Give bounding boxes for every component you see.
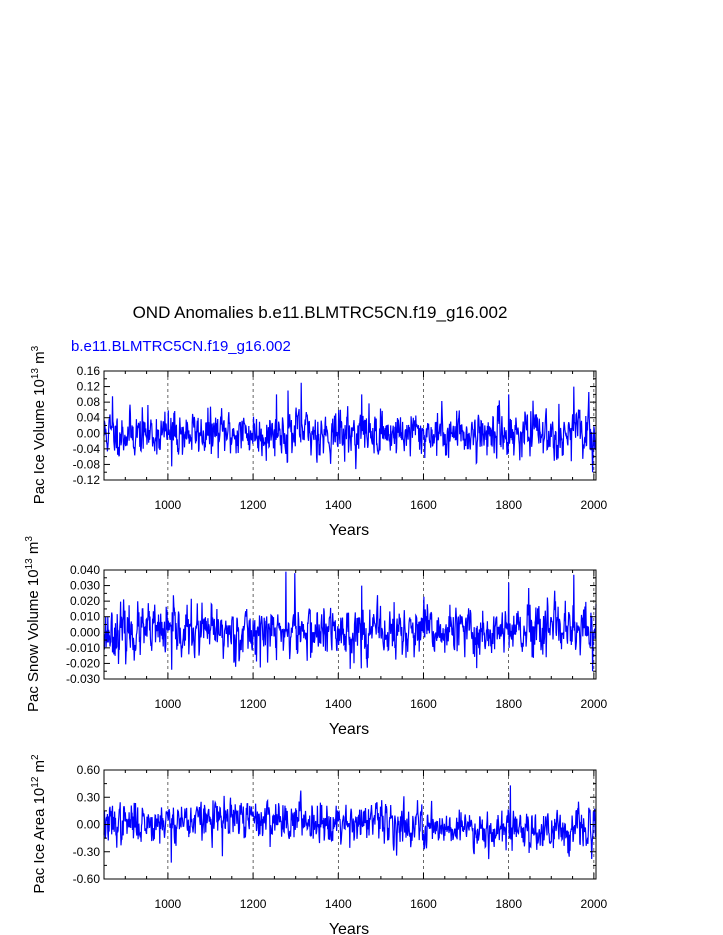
panel-2 bbox=[24, 536, 608, 738]
y-tick-label: 0.030 bbox=[69, 578, 100, 593]
x-tick-label: 1000 bbox=[154, 697, 182, 711]
x-tick-label: 1600 bbox=[410, 897, 437, 911]
y-axis-title: Pac Snow Volume $10^{13}$ $m^3$ bbox=[24, 536, 42, 712]
series-line bbox=[104, 383, 596, 473]
y-tick-label: 0.08 bbox=[76, 395, 100, 410]
y-tick-label: 0.020 bbox=[69, 594, 100, 609]
x-axis-title: Years bbox=[328, 921, 370, 935]
x-tick-label: 1800 bbox=[495, 697, 523, 711]
y-tick-label: 0.00 bbox=[76, 817, 100, 832]
x-tick-label: 1200 bbox=[239, 498, 267, 512]
x-tick-label: 1000 bbox=[154, 897, 182, 911]
y-tick-label: -0.08 bbox=[72, 457, 100, 472]
x-axis-title: Years bbox=[328, 522, 370, 539]
y-tick-label: 0.040 bbox=[69, 563, 100, 577]
y-tick-label: -0.010 bbox=[65, 640, 100, 655]
y-tick-label: 0.010 bbox=[69, 609, 100, 624]
y-tick-label: -0.04 bbox=[72, 441, 100, 456]
y-tick-label: -0.020 bbox=[65, 656, 100, 671]
run-label: b.e11.BLMTRC5CN.f19_g16.002 bbox=[71, 338, 291, 355]
y-axis-title: Pac Ice Area $10^{12}$ $m^2$ bbox=[30, 754, 48, 894]
y-tick-label: -0.030 bbox=[65, 672, 100, 686]
panel-1 bbox=[30, 345, 608, 539]
series-line bbox=[104, 785, 596, 862]
x-tick-label: 1600 bbox=[410, 697, 437, 711]
x-tick-label: 1400 bbox=[324, 697, 352, 711]
y-tick-label: 0.30 bbox=[76, 790, 100, 805]
y-tick-label: 0.04 bbox=[76, 410, 100, 425]
panel-3 bbox=[30, 754, 608, 935]
y-tick-label: 0.12 bbox=[76, 379, 100, 394]
x-axis-title: Years bbox=[328, 721, 370, 738]
x-tick-label: 1200 bbox=[239, 897, 267, 911]
x-tick-label: 1400 bbox=[324, 498, 352, 512]
series-line bbox=[104, 572, 596, 672]
y-tick-label: 0.16 bbox=[76, 364, 100, 378]
y-tick-label: 0.60 bbox=[76, 763, 100, 777]
x-tick-label: 1800 bbox=[495, 498, 523, 512]
y-tick-label: -0.60 bbox=[72, 872, 100, 886]
y-tick-label: 0.000 bbox=[69, 625, 100, 640]
x-tick-label: 1200 bbox=[239, 697, 267, 711]
x-tick-label: 2000 bbox=[580, 697, 608, 711]
x-tick-label: 2000 bbox=[580, 498, 608, 512]
x-tick-label: 1400 bbox=[324, 897, 352, 911]
y-tick-label: -0.12 bbox=[72, 473, 100, 487]
y-tick-label: -0.30 bbox=[72, 844, 100, 859]
y-axis-title: Pac Ice Volume $10^{13}$ $m^3$ bbox=[30, 345, 48, 505]
main-title: OND Anomalies b.e11.BLMTRC5CN.f19_g16.002 bbox=[132, 303, 508, 322]
x-tick-label: 1800 bbox=[495, 897, 523, 911]
x-tick-label: 1000 bbox=[154, 498, 182, 512]
x-tick-label: 1600 bbox=[410, 498, 437, 512]
y-tick-label: 0.00 bbox=[76, 426, 100, 441]
x-tick-label: 2000 bbox=[580, 897, 608, 911]
